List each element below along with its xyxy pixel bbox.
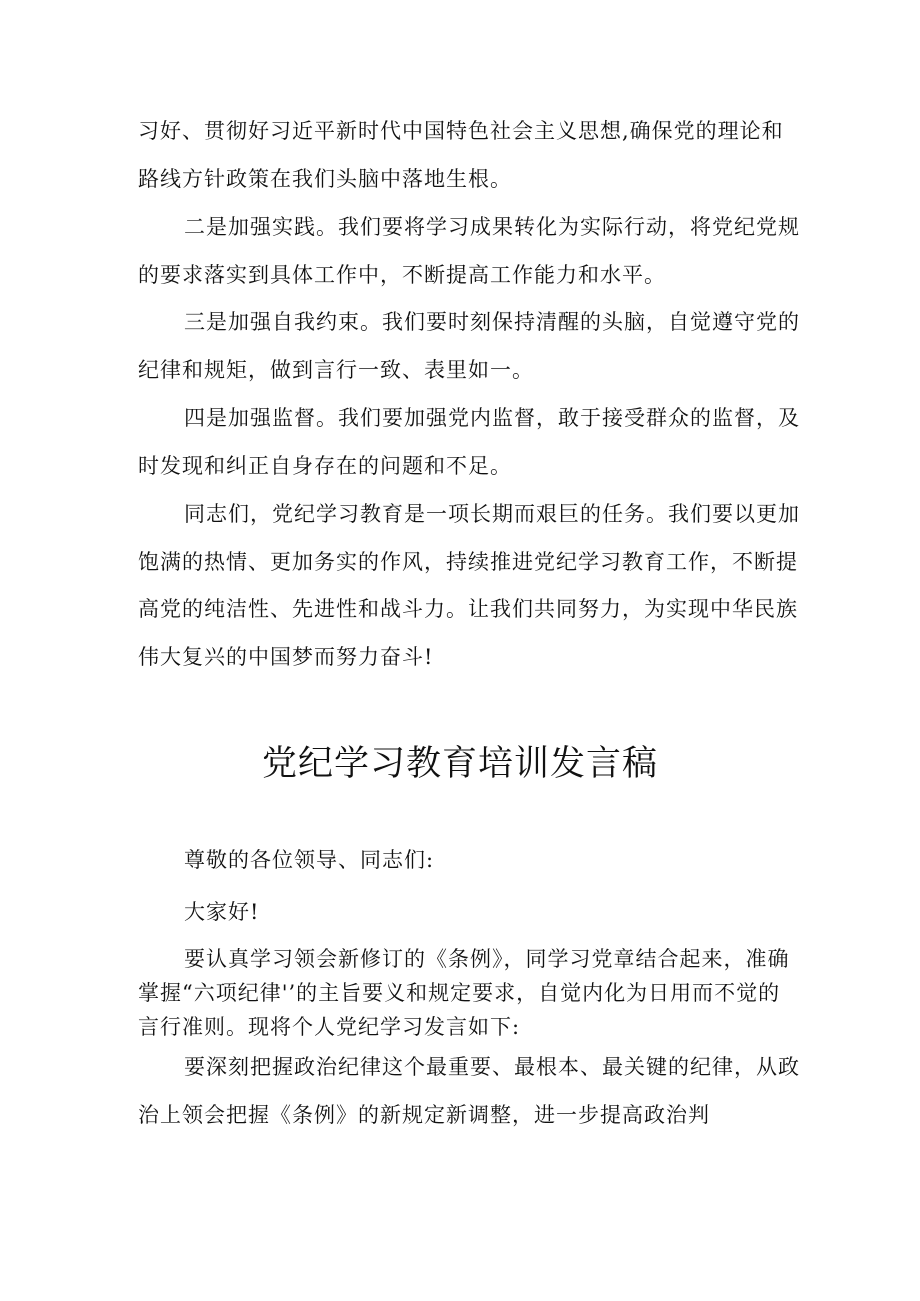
document-title: 党纪学习教育培训发言稿	[261, 744, 658, 784]
paragraph-conclusion: 同志们，党纪学习教育是一项长期而艰巨的任务。我们要以更加饱满的热情、更加务实的作风，持续推进党纪学习教育工作，不断提高党的纯洁性、先进性和战斗力。让我们共同努力，为实现中华民族伟大复兴的中国梦而努力奋斗!	[138, 502, 800, 669]
greeting: 大家好!	[184, 900, 260, 924]
paragraph-body: 要深刻把握政治纪律这个最重要、最根本、最关键的纪律，从政治上领会把握《条例》的新规定新调整，进一步提高政治判	[138, 1055, 800, 1127]
paragraph-intro: 要认真学习领会新修订的《条例》，同学习党章结合起来，准确掌握“六项纪律'’的主旨要义和规定要求，自觉内化为日用而不觉的言行准则。现将个人党纪学习发言如下:	[138, 947, 790, 1039]
paragraph-practice: 二是加强实践。我们要将学习成果转化为实际行动，将党纪党规的要求落实到具体工作中，不断提高工作能力和水平。	[138, 215, 800, 287]
salutation: 尊敬的各位领导、同志们:	[184, 848, 435, 872]
paragraph-supervision: 四是加强监督。我们要加强党内监督，敢于接受群众的监督，及时发现和纠正自身存在的问题和不足。	[138, 406, 800, 478]
paragraph-self-discipline: 三是加强自我约束。我们要时刻保持清醒的头脑，自觉遵守党的纪律和规矩，做到言行一致、表里如一。	[138, 310, 800, 382]
paragraph-continued: 习好、贯彻好习近平新时代中国特色社会主义思想,确保党的理论和路线方针政策在我们头脑中落地生根。	[138, 119, 784, 191]
